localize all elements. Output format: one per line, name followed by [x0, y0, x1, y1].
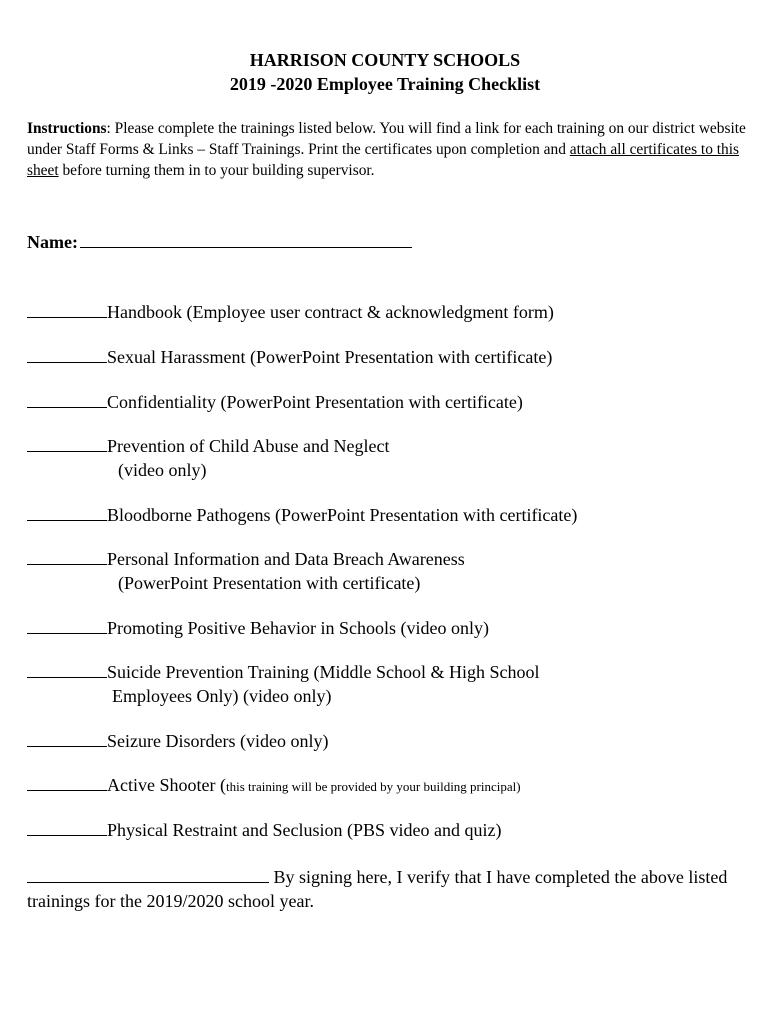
instructions-label: Instructions: [27, 120, 107, 137]
training-label: Physical Restraint and Seclusion (PBS video and quiz): [107, 820, 502, 840]
training-label: Promoting Positive Behavior in Schools (video only): [107, 618, 489, 638]
training-item-confidentiality: [27, 390, 523, 414]
training-item-child-abuse: [27, 434, 389, 482]
checkbox-line[interactable]: [27, 617, 107, 634]
instructions-paragraph: [27, 118, 752, 181]
checkbox-line[interactable]: [27, 301, 107, 318]
training-label: Active Shooter (: [107, 775, 226, 795]
name-label: Name:: [27, 232, 78, 252]
instructions-text-end: before turning them in to your building supervisor.: [58, 162, 375, 179]
training-item-handbook: [27, 300, 554, 324]
signature-line[interactable]: [27, 866, 269, 883]
training-label: Handbook (Employee user contract & acknowledgment form): [107, 302, 554, 322]
training-sublabel: (PowerPoint Presentation with certificate): [118, 573, 421, 593]
training-label: Bloodborne Pathogens (PowerPoint Presentation with certificate): [107, 505, 578, 525]
training-sublabel: (video only): [118, 460, 207, 480]
training-label: Prevention of Child Abuse and Neglect: [107, 436, 390, 456]
signature-text: By signing here, I verify that I have completed the above listed trainings for the 2019/2020 school year.: [27, 867, 728, 911]
instructions-text: : Please complete the trainings listed below. You will find a link for each training on our district website under Staff Forms & Links – Staff Trainings. Print the certificates upon completion and: [27, 120, 746, 158]
checkbox-line[interactable]: [27, 661, 107, 678]
training-label: Sexual Harassment (PowerPoint Presentation with certificate): [107, 347, 553, 367]
checkbox-line[interactable]: [27, 504, 107, 521]
training-label: Suicide Prevention Training (Middle School & High School: [107, 662, 540, 682]
training-note: this training will be provided by your building principal): [225, 779, 521, 794]
training-item-bloodborne: [27, 503, 577, 527]
training-sublabel: Employees Only) (video only): [112, 686, 332, 706]
checkbox-line[interactable]: [27, 548, 107, 565]
signature-statement: [27, 865, 747, 913]
name-input-line[interactable]: [80, 229, 412, 248]
checkbox-line[interactable]: [27, 730, 107, 747]
checkbox-line[interactable]: [27, 774, 107, 791]
name-field: [27, 229, 412, 254]
training-item-suicide-prevention: [27, 660, 540, 708]
checkbox-line[interactable]: [27, 346, 107, 363]
page-title: HARRISON COUNTY SCHOOLS: [249, 50, 521, 70]
instructions-underlined: attach all certificates to this sheet: [27, 141, 739, 179]
checkbox-line[interactable]: [27, 435, 107, 452]
training-item-data-breach: [27, 547, 465, 595]
training-item-restraint: [27, 818, 501, 842]
page-subtitle: 2019 -2020 Employee Training Checklist: [229, 74, 541, 94]
checkbox-line[interactable]: [27, 391, 107, 408]
training-item-active-shooter: [27, 773, 521, 799]
training-label: Personal Information and Data Breach Awareness: [107, 549, 465, 569]
training-item-positive-behavior: [27, 616, 489, 640]
training-label: Seizure Disorders (video only): [107, 731, 329, 751]
training-item-sexual-harassment: [27, 345, 552, 369]
training-label: Confidentiality (PowerPoint Presentation with certificate): [107, 392, 523, 412]
checkbox-line[interactable]: [27, 819, 107, 836]
training-item-seizure: [27, 729, 328, 753]
